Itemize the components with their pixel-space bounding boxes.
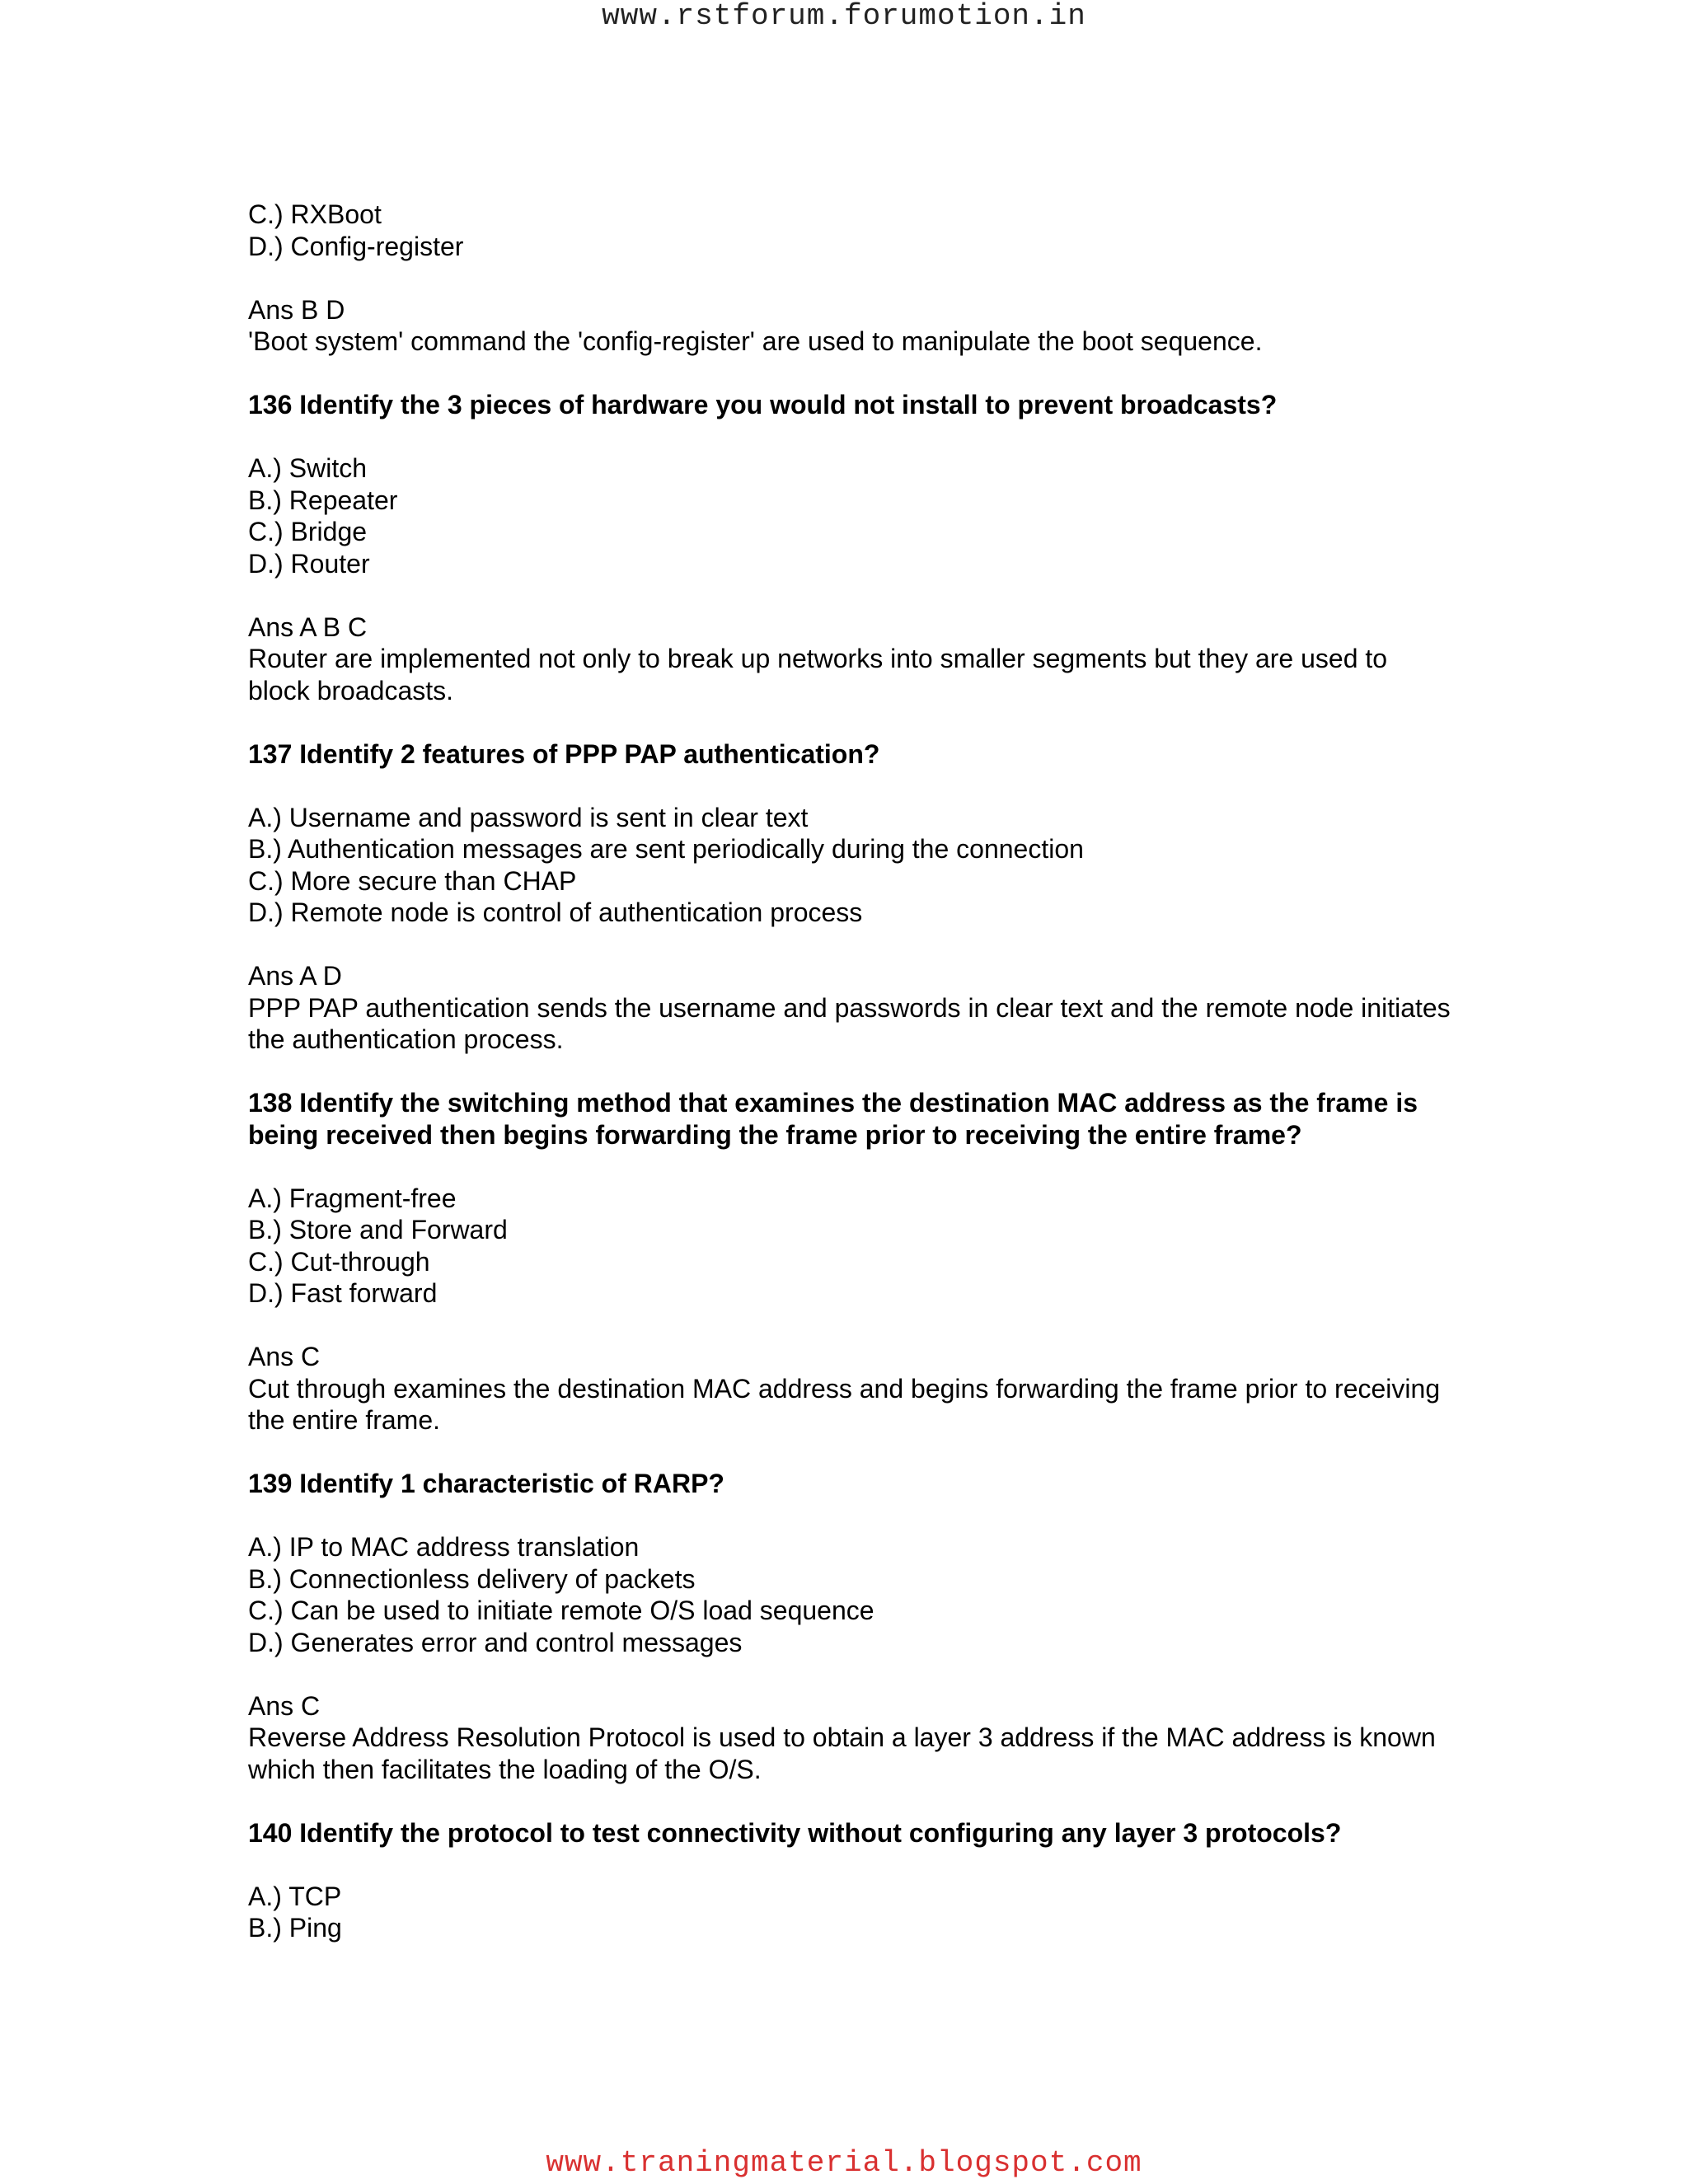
option-item: A.) IP to MAC address translation (248, 1532, 640, 1562)
option-item: B.) Ping (248, 1913, 342, 1943)
explanation-text: Router are implemented not only to break up networks into smaller segments but they are used to block broadcasts. (248, 644, 1388, 705)
question-block (248, 1468, 1451, 1785)
question-text: 138 Identify the switching method that examines the destination MAC address as the frame is being received then begins forwarding the frame prior to receiving the entire frame? (248, 1088, 1418, 1150)
header-url: www.rstforum.forumotion.in (602, 0, 1086, 33)
continuation-block (248, 199, 1451, 358)
option-item: A.) Switch (248, 453, 368, 483)
footer-url: www.traningmaterial.blogspot.com (546, 2146, 1142, 2180)
question-block (248, 1087, 1451, 1436)
answer-line: Ans A D (248, 961, 342, 991)
option-item: D.) Fast forward (248, 1278, 438, 1308)
option-item: B.) Connectionless delivery of packets (248, 1563, 696, 1594)
explanation-text: Cut through examines the destination MAC address and begins forwarding the frame prior to receiving the entire frame. (248, 1373, 1441, 1435)
explanation-text: Reverse Address Resolution Protocol is used to obtain a layer 3 address if the MAC address is known which then facilitates the loading of the O/S. (248, 1722, 1436, 1784)
answer-line: Ans B D (248, 294, 345, 325)
page-content (248, 199, 1451, 1944)
question-list (248, 389, 1451, 1944)
option-item: D.) Remote node is control of authentication process (248, 898, 863, 927)
question-text: 136 Identify the 3 pieces of hardware you would not install to prevent broadcasts? (248, 390, 1278, 419)
explanation-text: PPP PAP authentication sends the username and passwords in clear text and the remote node initiates the authentication process. (248, 992, 1451, 1054)
option-item: A.) Username and password is sent in clear text (248, 802, 809, 832)
option-item: C.) RXBoot (248, 199, 382, 229)
answer-line: Ans A B C (248, 612, 368, 642)
question-text: 137 Identify 2 features of PPP PAP authentication? (248, 738, 880, 769)
question-block (248, 1817, 1451, 1944)
option-item: B.) Store and Forward (248, 1215, 508, 1244)
option-item: C.) Can be used to initiate remote O/S load sequence (248, 1596, 874, 1625)
option-item: D.) Config-register (248, 231, 464, 261)
option-item: C.) Bridge (248, 517, 368, 546)
option-item: A.) Fragment-free (248, 1183, 457, 1213)
option-item: C.) Cut-through (248, 1246, 430, 1277)
question-text: 140 Identify the protocol to test connectivity without configuring any layer 3 protocols? (248, 1817, 1342, 1848)
answer-line: Ans C (248, 1342, 321, 1371)
option-item: B.) Authentication messages are sent periodically during the connection (248, 834, 1084, 864)
answer-line: Ans C (248, 1690, 321, 1721)
question-block (248, 738, 1451, 1056)
option-item: B.) Repeater (248, 485, 398, 515)
question-block (248, 389, 1451, 706)
option-item: D.) Generates error and control messages (248, 1627, 743, 1657)
option-item: A.) TCP (248, 1881, 342, 1911)
explanation-text: 'Boot system' command the 'config-register' are used to manipulate the boot sequence. (248, 326, 1263, 356)
option-item: D.) Router (248, 548, 370, 579)
question-text: 139 Identify 1 characteristic of RARP? (248, 1469, 724, 1498)
option-item: C.) More secure than CHAP (248, 865, 577, 896)
